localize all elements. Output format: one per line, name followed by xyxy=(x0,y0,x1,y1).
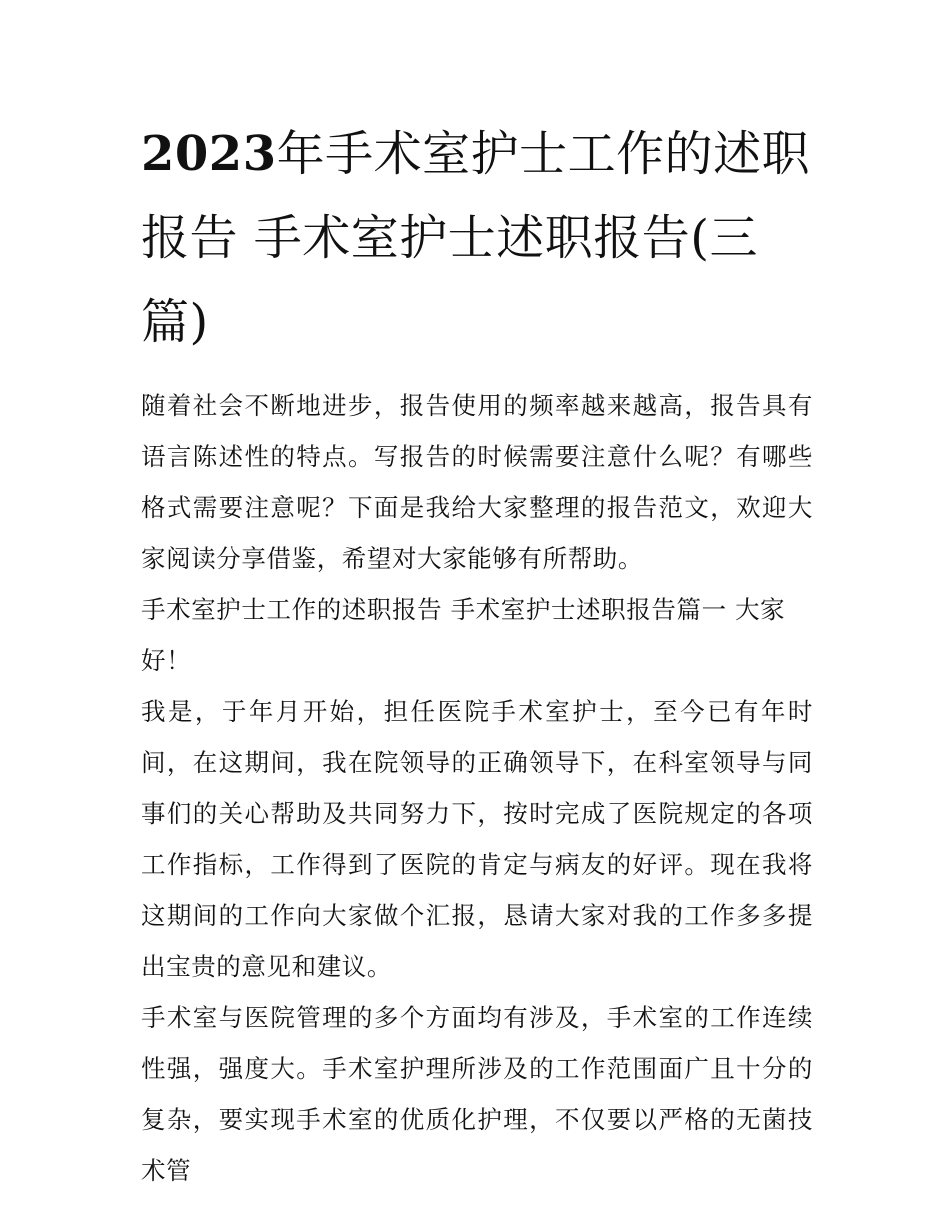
title-text: 年手术室护士工作的述职报告 手术室护士述职报告(三篇) xyxy=(141,126,811,350)
document-title xyxy=(141,112,813,364)
body-paragraph: 我是，于年月开始，担任医院手术室护士，至今已有年时间，在这期间，我在院领导的正确领导下，在科室领导与同事们的关心帮助及共同努力下，按时完成了医院规定的各项工作指标，工作得到了医院的肯定与病友的好评。现在我将这期间的工作向大家做个汇报，恳请大家对我的工作多多提出宝贵的意见和建议。 xyxy=(141,697,813,981)
greeting-line: 好！ xyxy=(141,646,192,675)
body-paragraph: 手术室与医院管理的多个方面均有涉及，手术室的工作连续性强，强度大。手术室护理所涉及的工作范围面广且十分的复杂，要实现手术室的优质化护理，不仅要以严格的无菌技术管 xyxy=(141,1003,813,1185)
title-year: 2023 xyxy=(141,126,277,182)
document-page xyxy=(141,112,813,1196)
intro-paragraph: 随着社会不断地进步，报告使用的频率越来越高，报告具有语言陈述性的特点。写报告的时候需要注意什么呢？有哪些格式需要注意呢？下面是我给大家整理的报告范文，欢迎大家阅读分享借鉴，希望对大家能够有所帮助。 xyxy=(141,391,813,573)
section-heading-line: 手术室护士工作的述职报告 手术室护士述职报告篇一 大家 xyxy=(141,595,786,624)
